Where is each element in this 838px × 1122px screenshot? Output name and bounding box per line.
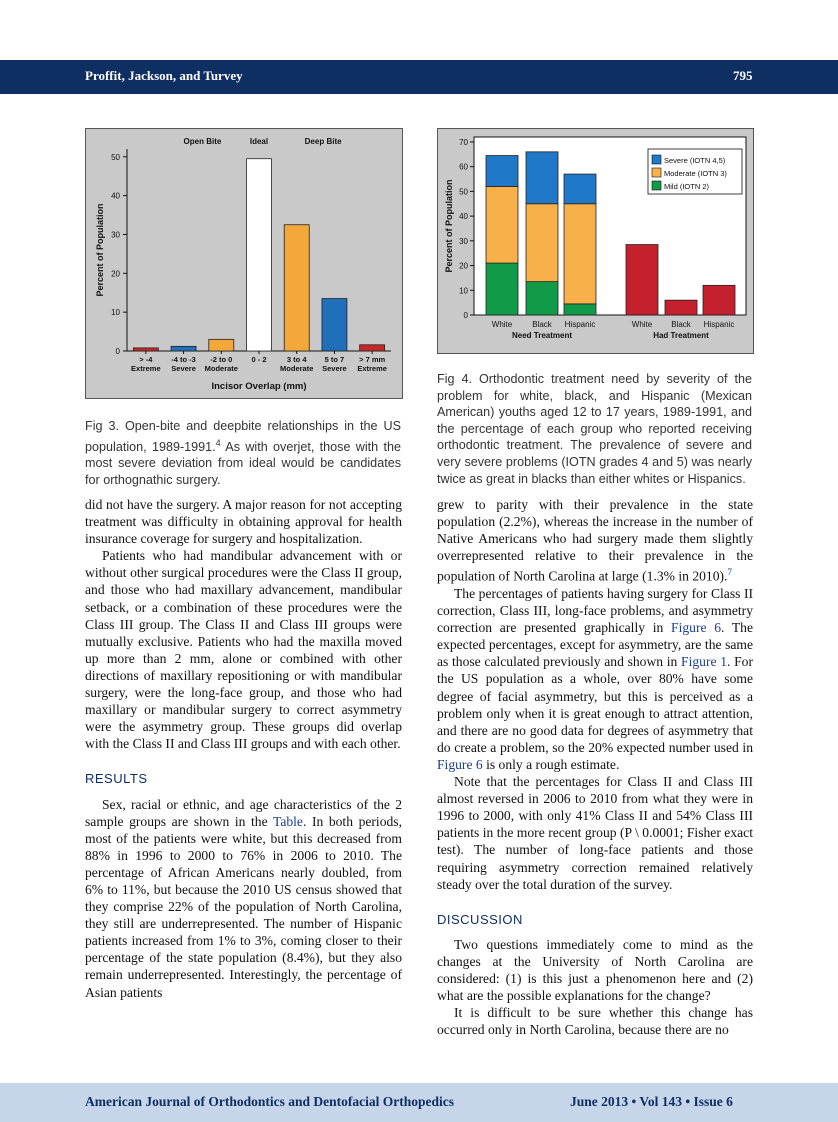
text-run: grew to parity with their prevalence in the state population (2.2%), whereas the increase in the number of Native Americans who had surgery made them slightly overrepresented relative to their prevalence in the population of North Carolina at large (1.3% in 2010). xyxy=(437,497,753,584)
bar-segment xyxy=(486,156,518,187)
bar-segment xyxy=(526,204,558,282)
running-header xyxy=(0,60,838,94)
y-tick-label: 10 xyxy=(459,286,468,296)
legend-swatch xyxy=(652,155,661,164)
x-tick-label: Black xyxy=(532,320,552,329)
paragraph xyxy=(437,496,753,585)
y-tick-label: 60 xyxy=(459,162,468,172)
group-label: Ideal xyxy=(249,137,269,146)
x-tick-label: 0 - 2 xyxy=(251,355,267,364)
y-tick-label: 10 xyxy=(111,308,120,318)
bar xyxy=(284,225,309,351)
figure-3-chart xyxy=(85,128,403,399)
legend-swatch xyxy=(652,168,661,177)
x-tick-label: Hispanic xyxy=(703,320,735,329)
y-axis-label: Percent of Population xyxy=(95,203,105,297)
x-tick-label: Black xyxy=(671,320,691,329)
running-footer xyxy=(0,1083,838,1122)
figure-3-caption-text: Fig 3. Open-bite and deepbite relationships in the US population, 1989-1991. xyxy=(85,419,401,454)
x-axis-label: Incisor Overlap (mm) xyxy=(211,381,307,392)
bar xyxy=(360,345,385,351)
x-tick-label: White xyxy=(631,320,653,329)
y-tick-label: 0 xyxy=(115,347,120,356)
x-tick-label: -2 to 0 xyxy=(210,355,233,364)
x-tick-sublabel: Extreme xyxy=(131,364,161,373)
text-run: is only a rough estimate. xyxy=(482,756,620,772)
section-heading-discussion: DISCUSSION xyxy=(437,911,523,927)
footer-journal: American Journal of Orthodontics and Dentofacial Orthopedics xyxy=(85,1094,454,1109)
y-tick-label: 30 xyxy=(111,230,120,240)
group-label: Open Bite xyxy=(183,137,222,146)
x-tick-label: -4 to -3 xyxy=(171,355,196,364)
bar-segment xyxy=(665,300,697,315)
text-run: . For the US population as a whole, over 80% have some degree of facial asymmetry, but this is perceived as a problem only when it is great enough to attract attention, and there are no good data for degrees of asymmetry that do create a problem, so the 20% expected number used in xyxy=(437,654,753,755)
y-tick-label: 20 xyxy=(111,269,120,279)
bar-segment xyxy=(486,263,518,315)
x-tick-sublabel: Moderate xyxy=(204,364,238,373)
bar xyxy=(247,159,272,351)
figure-6-link[interactable]: Figure 6 xyxy=(671,620,722,636)
table-link[interactable]: Table xyxy=(272,813,303,829)
paragraph xyxy=(437,585,753,773)
text-run: Sex, racial or ethnic, and age characteristics of the 2 sample groups are shown in the xyxy=(85,796,402,829)
y-tick-label: 0 xyxy=(463,311,468,320)
bar-segment xyxy=(526,152,558,204)
figure-4-chart xyxy=(437,128,754,354)
text-run: The percentages of patients having surgery for Class II correction, Class III, long-face problems, and asymmetry correction are presented graphically in xyxy=(437,586,753,636)
y-tick-label: 70 xyxy=(459,137,468,147)
y-tick-label: 50 xyxy=(459,187,468,197)
bar-segment xyxy=(564,204,596,304)
x-tick-sublabel: Severe xyxy=(322,364,347,373)
bar-segment xyxy=(564,304,596,315)
header-authors: Proffit, Jackson, and Turvey xyxy=(85,68,243,83)
paragraph xyxy=(85,796,402,1001)
figure-4-caption xyxy=(437,371,752,487)
y-tick-label: 20 xyxy=(459,261,468,271)
left-column xyxy=(85,496,402,1001)
header-page-number: 795 xyxy=(733,68,753,83)
bar xyxy=(171,346,196,351)
paragraph: Patients who had mandibular advancement with or without other surgical procedures were the Class II group, and those who had maxillary advancement, mandibular setback, or a combination of these procedures were the Class III group. The Class II and Class III groups were mutually exclusive. Patients who had the maxilla moved up more than 2 mm, alone or combined with other directions of maxillary repositioning or with mandibular surgery, were the long-face group, and those who had maxillary or mandibular surgery to correct asymmetry were the asymmetry group. These groups did overlap with the Class II and Class III groups and with each other. xyxy=(85,548,402,752)
figure-3-caption-text-2: As with overjet, those with the most severe deviation from ideal would be candidates for orthognathic surgery. xyxy=(85,439,401,487)
x-tick-sublabel: Severe xyxy=(171,364,196,373)
bar xyxy=(133,348,158,351)
x-tick-label: 3 to 4 xyxy=(286,355,307,364)
x-tick-label: Hispanic xyxy=(564,320,596,329)
group-label: Need Treatment xyxy=(511,331,573,340)
figure-6-link[interactable]: Figure 6 xyxy=(437,756,483,772)
bar-segment xyxy=(486,186,518,263)
figure-4-caption-text: Fig 4. Orthodontic treatment need by severity of the problem for white, black, and Hispanic (Mexican American) youths aged 12 to 17 years, 1989-1991, and the percentage of each group who reported receiving orthodontic treatment. The prevalence of severe and very severe problems (IOTN grades 4 and 5) was nearly twice as great in blacks than either whites or Hispanics. xyxy=(437,372,752,486)
x-tick-label: > -4 xyxy=(139,355,153,364)
right-column xyxy=(437,496,753,1038)
legend-swatch xyxy=(652,181,661,190)
y-tick-label: 40 xyxy=(459,212,468,222)
y-tick-label: 40 xyxy=(111,191,120,201)
footer-issue: June 2013 • Vol 143 • Issue 6 xyxy=(570,1094,733,1109)
figure-3-svg xyxy=(86,129,402,398)
y-axis-label: Percent of Population xyxy=(444,179,454,273)
bar xyxy=(322,299,347,351)
bar xyxy=(209,339,234,351)
bar-segment xyxy=(703,285,735,315)
legend-label: Moderate (IOTN 3) xyxy=(664,169,727,178)
text-run: . The expected percentages, except for asymmetry, are the same as those calculated previously and shown in xyxy=(437,620,754,670)
x-tick-label: > 7 mm xyxy=(359,355,386,364)
text-run: . In both periods, most of the patients were white, but this decreased from 88% in 1996 to 2000 to 76% in 2006 to 2010. The percentage of African Americans nearly doubled, from 6% to 11%, but because the 2010 US census showed that they comprise 22% of the population of North Carolina, they still are underrepresented. The number of Hispanic patients increased from 1% to 3%, coming closer to their percentage of the state population (8.4%), but they also remain underrepresented. Interestingly, the percentage of Asian patients xyxy=(85,813,402,1000)
x-tick-sublabel: Extreme xyxy=(357,364,387,373)
bar-segment xyxy=(526,282,558,315)
figure-4-svg xyxy=(438,129,753,353)
bar-segment xyxy=(564,174,596,204)
group-label: Deep Bite xyxy=(304,137,342,146)
paragraph: Note that the percentages for Class II and Class III almost reversed in 2006 to 2010 from what they were in 1996 to 2000, with only 41% Class II and 54% Class III patients in the more recent group (P \ 0.0001; Fisher exact test). The number of long-face patients and those requiring asymmetry correction remained relatively steady over the total duration of the survey. xyxy=(437,774,753,892)
group-label: Had Treatment xyxy=(653,331,709,340)
y-tick-label: 50 xyxy=(111,152,120,162)
figure-1-link[interactable]: Figure 1 xyxy=(681,654,728,670)
legend-label: Mild (IOTN 2) xyxy=(664,182,709,191)
reference-link[interactable]: 7 xyxy=(727,567,732,578)
section-heading-results: RESULTS xyxy=(85,771,148,787)
figure-3-caption-ref: 4 xyxy=(215,437,221,448)
figure-3-caption xyxy=(85,418,401,489)
paragraph: Two questions immediately come to mind as the changes at the University of North Carolina are considered: (1) is this just a phenomenon here and (2) what are the possible explanations for the change? xyxy=(437,936,753,1004)
bar-segment xyxy=(626,245,658,315)
legend-label: Severe (IOTN 4,5) xyxy=(664,156,726,165)
paragraph: did not have the surgery. A major reason for not accepting treatment was difficulty in obtaining approval for health insurance coverage for surgery and hospitalization. xyxy=(85,497,402,547)
y-tick-label: 30 xyxy=(459,236,468,246)
x-tick-label: White xyxy=(491,320,513,329)
paragraph: It is difficult to be sure whether this change has occurred only in North Carolina, because there are no xyxy=(437,1005,753,1038)
x-tick-label: 5 to 7 xyxy=(324,355,345,364)
x-tick-sublabel: Moderate xyxy=(280,364,314,373)
